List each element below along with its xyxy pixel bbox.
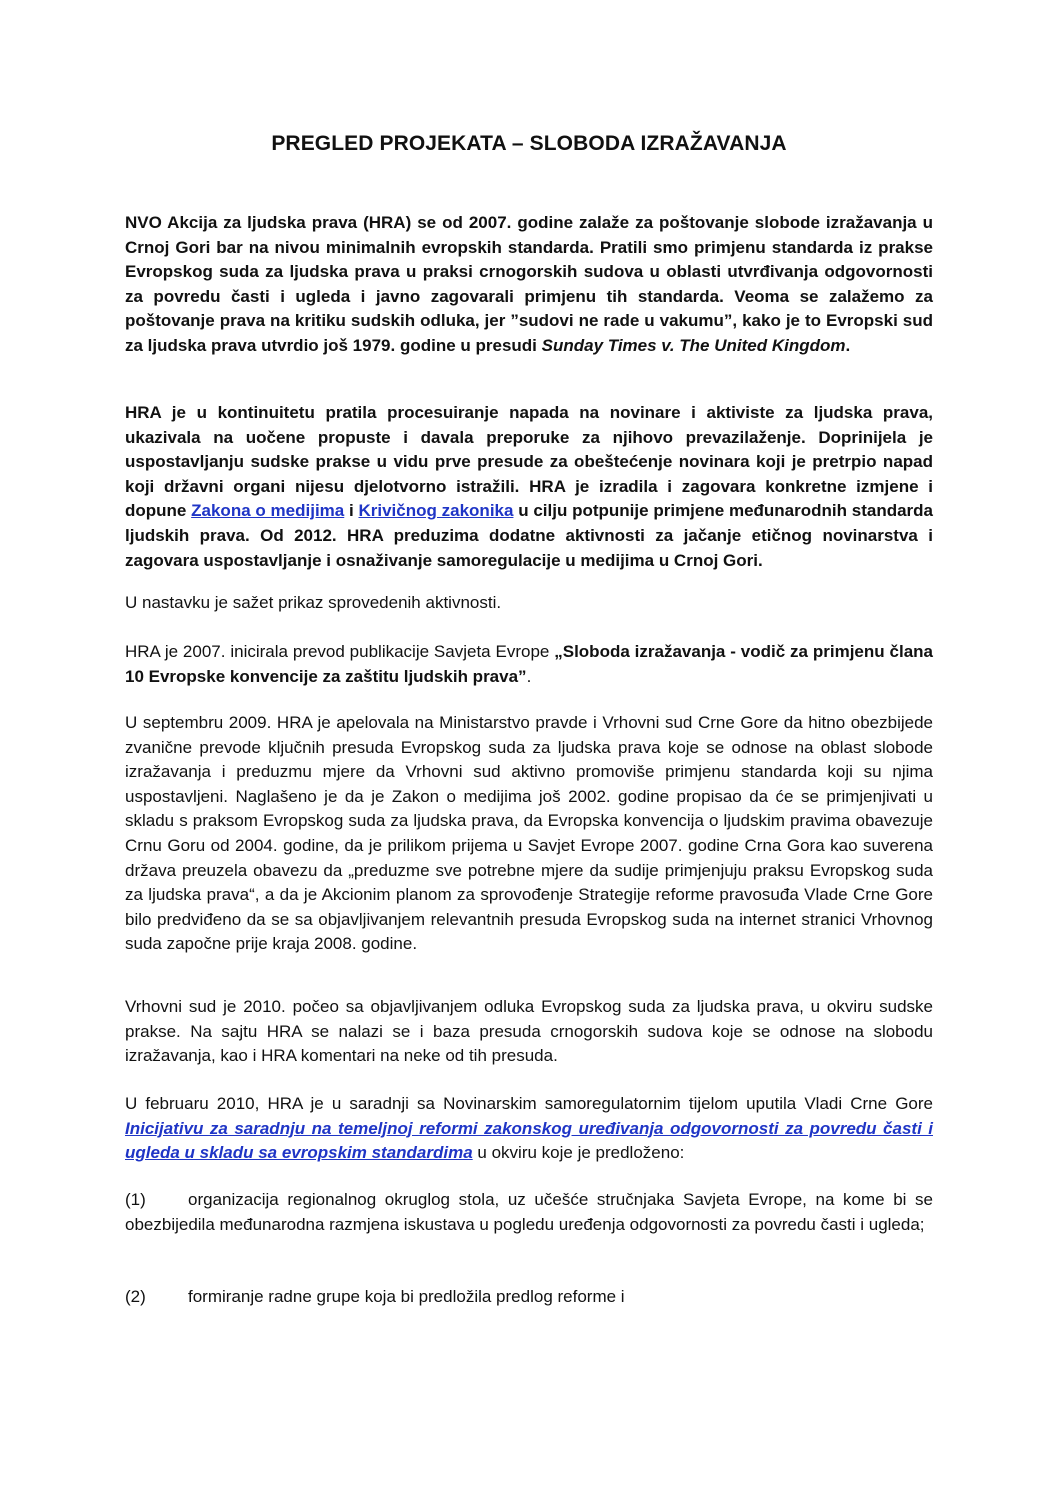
initiative-text-end: u okviru koje je predloženo: (472, 1143, 685, 1163)
intro-end: . (845, 335, 851, 355)
criminal-code-link[interactable]: Krivičnog zakonika (358, 501, 514, 521)
translation-paragraph (125, 640, 933, 689)
activity-paragraph (125, 401, 933, 573)
case-name: Sunday Times v. The United Kingdom (541, 335, 846, 355)
list-item (125, 1188, 933, 1237)
appeal-paragraph: U septembru 2009. HRA je apelovala na Ministarstvo pravde i Vrhovni sud Crne Gore da hitno obezbijede zvanične prevode ključnih presuda Evropskog suda za ljudska prava koje se odnose na oblast slobode izražavanja i preduzmu mjere da Vrhovni sud aktivno promoviše primjenu standarda koji su njima uspostavljeni. Naglašeno je da je Zakon o medijima još 2002. godine propisao da će se primjenjivati u skladu s praksom Evropskog suda za ljudska prava, da Evropska konvencija o ljudskim pravima obavezuje Crnu Goru od 2004. godine, da je prilikom prijema u Savjet Evrope 2007. godine Crna Gora kao suverena država preuzela obavezu da „preduzme sve potrebne mjere da sudije primjenjuju praksu Evropskog suda za ljudska prava“, a da je Akcionim planom za sprovođenje Strategije reforme pravosuđa Vlade Crne Gore bilo predviđeno da se sa objavljivanjem relevantnih presuda Evropskog suda na internet stranici Vrhovnog suda započne prije kraja 2008. godine. (125, 713, 933, 954)
initiative-text-start: U februaru 2010, HRA je u saradnji sa Novinarskim samoregulatornim tijelom uputila Vladi Crne Gore (125, 1094, 933, 1113)
list-number: (2) (125, 1287, 146, 1306)
list-number: (1) (125, 1190, 146, 1209)
intro-paragraph (125, 211, 933, 359)
activity-text-start: HRA je u kontinuitetu pratila procesuiranje napada na novinare i aktiviste za ljudska prava, ukazivala na uočene propuste i davala preporuke za njihovo prevazilaženje. Doprinijela je uspostavljanju sudske prakse u vidu prve presude za obeštećenje novinara koji je pretrpio napad koji državni organi nijesu djelotvorno istražili. HRA je izradila i zagovara konkretne izmjene i dopune (125, 403, 933, 521)
activity-text-end: u cilju potpunije primjene međunarodnih standarda ljudskih prava. Od 2012. HRA preduzima dodatne aktivnosti za jačanje etičnog novinarstva i zagovara uspostavljanje i osnaživanje samoregulacije u medijima u Crnoj Gori. (125, 501, 934, 570)
list-text: formiranje radne grupe koja bi predložila predlog reforme i (188, 1287, 625, 1306)
translation-text: HRA je 2007. inicirala prevod publikacije Savjeta Evrope (125, 642, 555, 661)
initiative-paragraph (125, 1092, 933, 1166)
publication-title: „Sloboda izražavanja - vodič za primjenu člana 10 Evropske konvencije za zaštitu ljudskih prava” (125, 642, 933, 686)
supreme-court-paragraph: Vrhovni sud je 2010. počeo sa objavljivanjem odluka Evropskog suda za ljudska prava, u okviru sudske prakse. Na sajtu HRA se nalazi se i baza presuda crnogorskih sudova koje se odnose na slobodu izražavanja, kao i HRA komentari na neke od tih presuda. (125, 997, 933, 1066)
list-text: organizacija regionalnog okruglog stola, uz učešće stručnjaka Savjeta Evrope, na kome bi se obezbijedila međunarodna razmjena iskustava u pogledu uređenja odgovornosti za povredu časti i ugleda; (125, 1190, 933, 1234)
initiative-link[interactable]: Inicijativu za saradnju na temeljnoj reformi zakonskog uređivanja odgovornosti za povredu časti i ugleda u skladu sa evropskim standardima (125, 1118, 933, 1163)
translation-end: . (526, 666, 532, 686)
media-law-link[interactable]: Zakona o medijima (191, 501, 345, 521)
intro-text: NVO Akcija za ljudska prava (HRA) se od 2007. godine zalaže za poštovanje slobode izražavanja u Crnoj Gori bar na nivou minimalnih evropskih standarda. Pratili smo primjenu standarda iz prakse Evropskog suda za ljudska prava u praksi crnogorskih sudova u oblasti utvrđivanja odgovornosti za povredu časti i ugleda i javno zagovarali primjenu tih standarda. Veoma se zalažemo za poštovanje prava na kritiku sudskih odluka, jer ”sudovi ne rade u vakumu”, kako je to Evropski sud za ljudska prava utvrdio još 1979. godine u presudi (125, 213, 933, 355)
page-title: PREGLED PROJEKATA – SLOBODA IZRAŽAVANJA (271, 132, 787, 155)
list-item (125, 1285, 933, 1310)
activity-text-mid: i (344, 501, 359, 521)
summary-intro-paragraph: U nastavku je sažet prikaz sprovedenih aktivnosti. (125, 593, 502, 612)
